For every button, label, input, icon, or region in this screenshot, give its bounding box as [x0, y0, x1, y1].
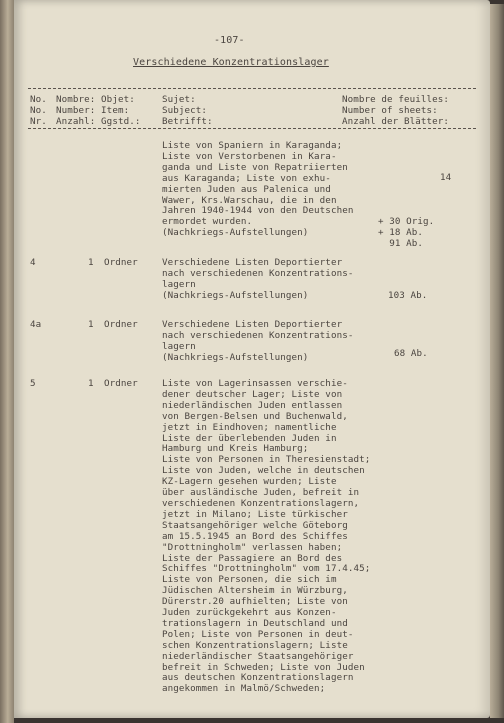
entry-sheets: 103 Ab.: [388, 290, 428, 301]
entry-number: 4: [30, 257, 36, 268]
entry-sheets: + 30 Orig. + 18 Ab. 91 Ab.: [378, 216, 435, 249]
entry-count: 1: [88, 319, 94, 330]
previous-page-edge: [0, 0, 14, 723]
header-rule-top: [28, 88, 476, 89]
entry-object: Ordner: [104, 378, 138, 389]
header-nr: No. No. Nr.: [30, 94, 47, 127]
book-edge: [490, 4, 504, 718]
header-sheets: Nombre de feuilles: Number of sheets: Anzahl der Blätter:: [342, 94, 449, 127]
entry-sheets-note: 14: [440, 172, 452, 183]
page-title: Verschiedene Konzentrationslager: [133, 57, 329, 68]
entry-number: 4a: [30, 319, 42, 330]
entry-subject: Verschiedene Listen Deportierter nach verschiedenen Konzentrations- lagern (Nachkriegs-Aufstellungen): [162, 257, 354, 301]
entry-object: Ordner: [104, 257, 138, 268]
header-rule-bottom: [28, 128, 476, 129]
entry-subject: Liste von Spaniern in Karaganda; Liste von Verstorbenen in Kara- ganda und Liste von Repatriierten aus Karaganda; Liste von exhu- mierten Juden aus Palenica und Wawer, Krs.Warschau, die in den Jahren 1940-1944 von den Deutschen ermordet wurden. (Nachkriegs-Aufstellungen): [162, 140, 354, 239]
entry-subject: Liste von Lagerinsassen verschie- dener deutscher Lager; Liste von niederländischen Juden entlassen von Bergen-Belsen und Buchenwald, jetzt in Eindhoven; namentliche Liste der überlebenden Juden in Hamburg und Kreis Hamburg; Liste von Personen in Theresienstadt; Liste von Juden, welche in deutschen KZ-Lagern gesehen wurden; Liste über ausländische Juden, befreit in verschiedenen Konzentrationslagern, jetzt in Milano; Liste türkischer Staatsangehöriger welche Göteborg am 15.5.1945 an Bord des Schiffes "Drottningholm" verlassen haben; Liste der Passagiere an Bord des Schiffes "Drottningholm" vom 17.4.45; Liste von Personen, die sich im Jüdischen Altersheim in Würzburg, Dürerstr.20 aufhielten; Liste von Juden zurückgekehrt aus Konzen- trationslagern in Deutschland und Polen; Liste von Personen in deut- schen Konzentrationslagern; Liste niederländischer Staatsangehöriger befreit in Schweden; Liste von Juden aus deutschen Konzentrationslagern angekommen in Malmö/Schweden;: [162, 378, 371, 695]
entry-number: 5: [30, 378, 36, 389]
entry-count: 1: [88, 257, 94, 268]
entry-object: Ordner: [104, 319, 138, 330]
header-subject: Sujet: Subject: Betrifft:: [162, 94, 213, 127]
entry-count: 1: [88, 378, 94, 389]
entry-sheets: 68 Ab.: [394, 348, 428, 359]
page-number: -107-: [214, 35, 245, 46]
header-count-item: Nombre: Objet: Number: Item: Anzahl: Ggstd.:: [56, 94, 141, 127]
entry-subject: Verschiedene Listen Deportierter nach verschiedenen Konzentrations- lagern (Nachkriegs-Aufstellungen): [162, 319, 354, 363]
